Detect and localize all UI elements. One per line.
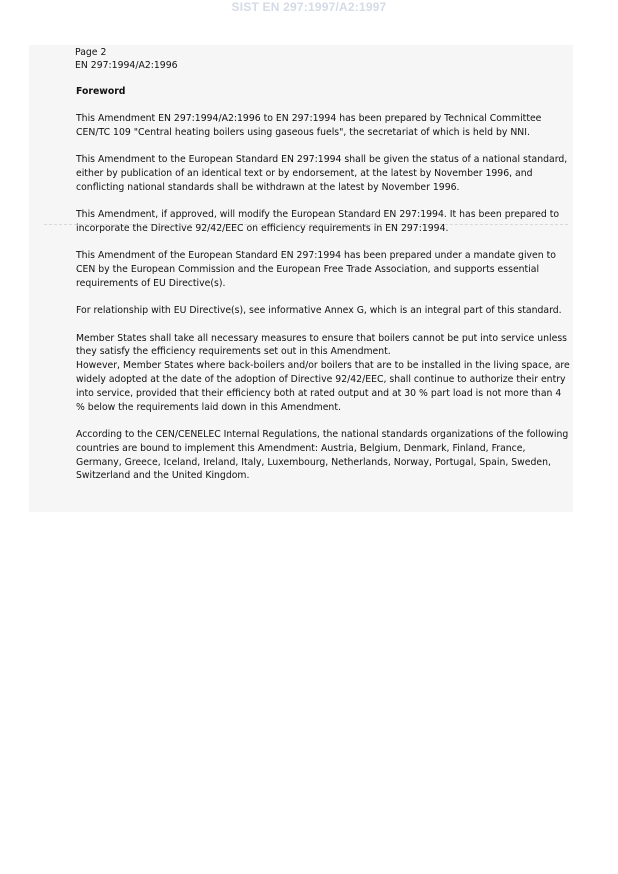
page-number: Page 2 [75,47,107,58]
paragraph-directive-relationship: For relationship with EU Directive(s), see informative Annex G, which is an integral part of this standard. [76,305,562,317]
page-header [75,47,178,72]
watermark-standard-id: SIST EN 297:1997/A2:1997 [231,0,387,14]
paragraph-status: This Amendment to the European Standard EN 297:1994 shall be given the status of a national standard, either by publication of an identical text or by endorsement, at the latest by November 1996, and conflicting national standards shall be withdrawn at the latest by November 1996. [76,153,568,193]
section-title: Foreword [76,86,126,97]
paragraph-preparation: This Amendment EN 297:1994/A2:1996 to EN 297:1994 has been prepared by Technical Committee CEN/TC 109 "Central heating boilers using gaseous fuels", the secretariat of which is held by NNI. [76,112,542,138]
foreword-section [76,85,572,497]
paragraph-mandate: This Amendment of the European Standard EN 297:1994 has been prepared under a mandate given to CEN by the European Commission and the European Free Trade Association, and supports essential requirements of EU Directive(s). [76,250,556,289]
paragraph-member-states: Member States shall take all necessary measures to ensure that boilers cannot be put into service unless they satisfy the efficiency requirements set out in this Amendment. [76,332,568,358]
document-id: EN 297:1994/A2:1996 [75,59,178,71]
paragraph-exception: However, Member States where back-boilers and/or boilers that are to be installed in the living space, are widely adopted at the date of the adoption of Directive 92/42/EEC, shall continue to authorize their entry into service, provided that their efficiency both at rated output and at 30 % part load is not more than 4 % below the requirements laid down in this Amendment. [76,360,570,413]
paragraph-countries: According to the CEN/CENELEC Internal Regulations, the national standards organizations of the following countries are bound to implement this Amendment: Austria, Belgium, Denmark, Finland, France, Germany, Greece, Iceland, Ireland, Italy, Luxembourg, Netherlands, Norway, Portugal, Spain, Sweden, Switzerland and the United Kingdom. [76,428,569,482]
paragraph-modification: This Amendment, if approved, will modify the European Standard EN 297:1994. It has been prepared to incorporate the Directive 92/42/EEC on efficiency requirements in EN 297:1994. [76,208,560,234]
